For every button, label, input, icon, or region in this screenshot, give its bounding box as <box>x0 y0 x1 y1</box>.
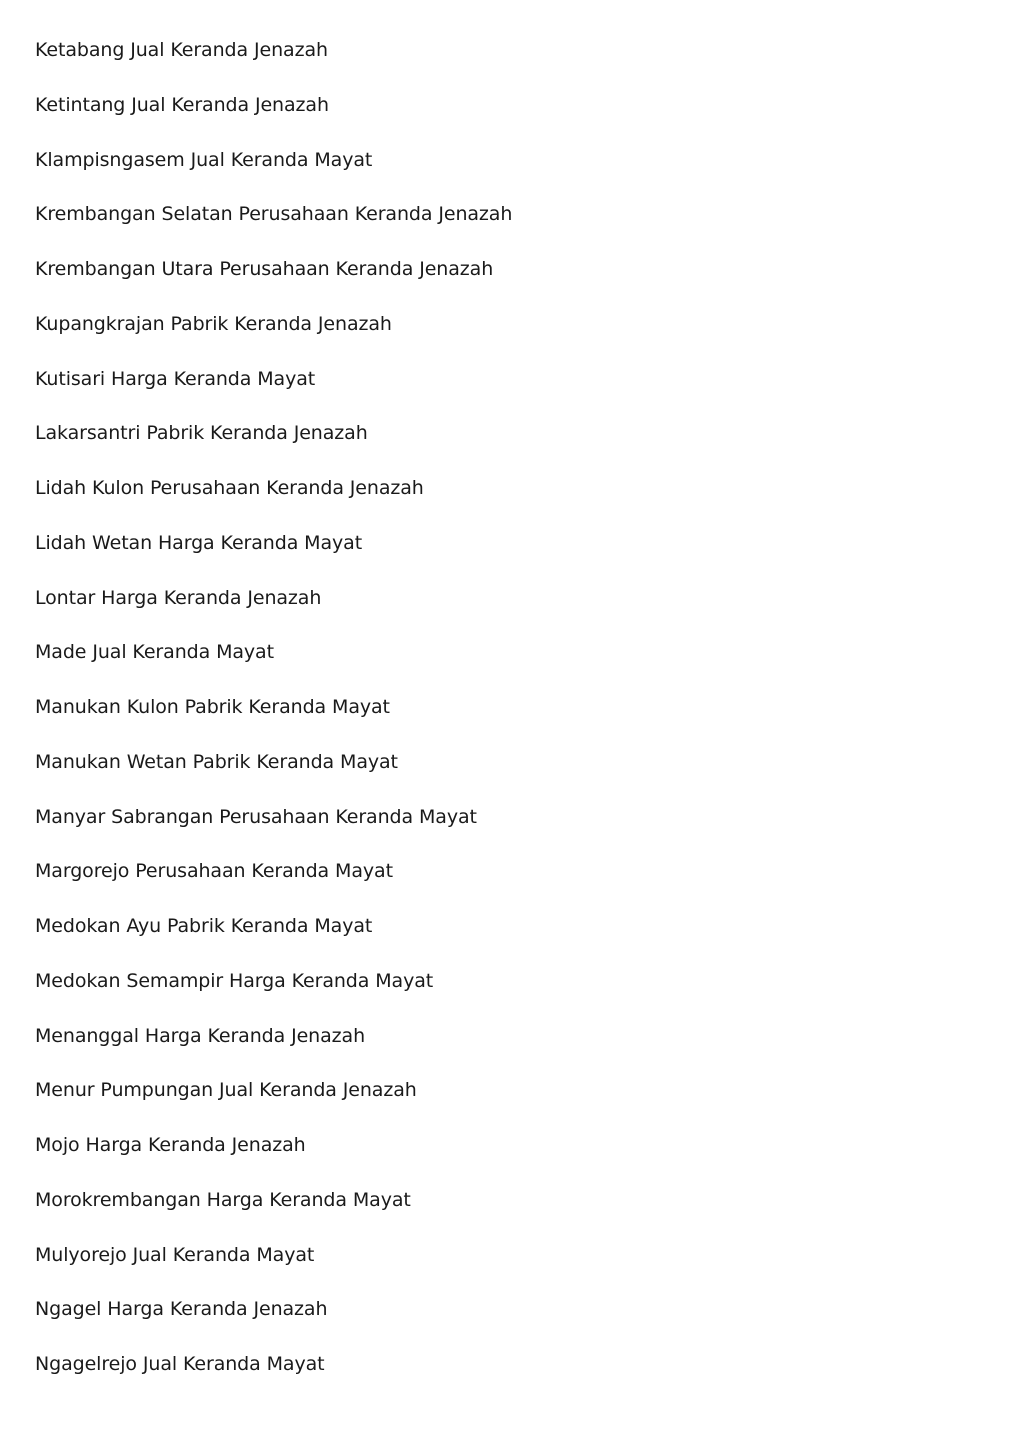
list-item: Lidah Wetan Harga Keranda Mayat <box>35 531 363 554</box>
list-item: Ketintang Jual Keranda Jenazah <box>35 93 329 116</box>
list-item: Menanggal Harga Keranda Jenazah <box>35 1024 366 1047</box>
list-item: Krembangan Utara Perusahaan Keranda Jenazah <box>35 258 494 280</box>
list-item: Made Jual Keranda Mayat <box>35 641 274 664</box>
list-item: Klampisngasem Jual Keranda Mayat <box>35 148 373 171</box>
list-item: Krembangan Selatan Perusahaan Keranda Jenazah <box>35 203 513 226</box>
list-item: Mojo Harga Keranda Jenazah <box>35 1134 306 1156</box>
list-item: Lontar Harga Keranda Jenazah <box>35 586 322 609</box>
list-item: Medokan Ayu Pabrik Keranda Mayat <box>35 915 373 937</box>
list-item: Mulyorejo Jual Keranda Mayat <box>35 1243 315 1266</box>
keyword-list <box>35 35 512 1404</box>
list-item: Ketabang Jual Keranda Jenazah <box>35 39 328 61</box>
list-item: Lakarsantri Pabrik Keranda Jenazah <box>35 422 368 445</box>
list-item: Kutisari Harga Keranda Mayat <box>35 367 316 390</box>
list-item: Morokrembangan Harga Keranda Mayat <box>35 1188 411 1211</box>
list-item: Manyar Sabrangan Perusahaan Keranda Mayat <box>35 805 477 828</box>
list-item: Menur Pumpungan Jual Keranda Jenazah <box>35 1079 417 1102</box>
list-item: Medokan Semampir Harga Keranda Mayat <box>35 969 434 992</box>
list-item: Manukan Wetan Pabrik Keranda Mayat <box>35 750 398 773</box>
list-item: Ngagel Harga Keranda Jenazah <box>35 1298 328 1321</box>
list-item: Lidah Kulon Perusahaan Keranda Jenazah <box>35 477 424 499</box>
list-item: Kupangkrajan Pabrik Keranda Jenazah <box>35 312 392 335</box>
list-item: Ngagelrejo Jual Keranda Mayat <box>35 1353 325 1375</box>
list-item: Manukan Kulon Pabrik Keranda Mayat <box>35 696 390 718</box>
list-item: Margorejo Perusahaan Keranda Mayat <box>35 860 393 883</box>
